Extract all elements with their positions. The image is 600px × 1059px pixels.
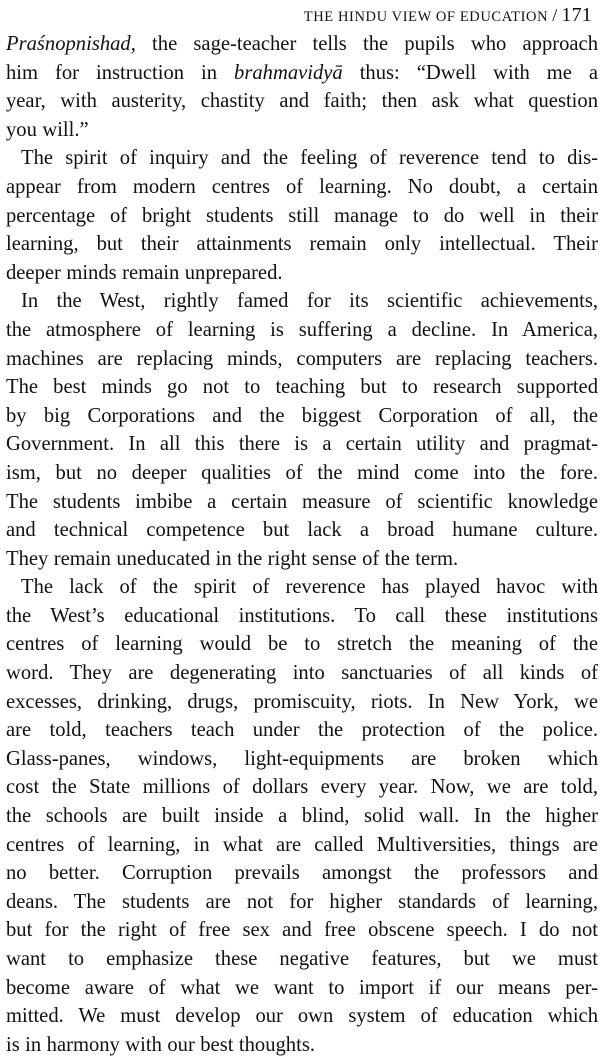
italic-term: Praśnopnishad,: [6, 33, 136, 55]
text-line: no better. Corruption prevails amongst the professors and: [6, 862, 598, 885]
text-line: cost the State millions of dollars every year. Now, we are told,: [6, 776, 598, 799]
text-line: become aware of what we want to import if our means per-: [6, 976, 598, 999]
text-line: machines are replacing minds, computers are replacing teachers.: [6, 347, 598, 370]
text-line: The best minds go not to teaching but to research supported: [6, 376, 598, 399]
text-line: excesses, drinking, drugs, promiscuity, riots. In New York, we: [6, 690, 598, 713]
text-line: Government. In all this there is a certain utility and pragmat-: [6, 433, 598, 456]
text-line: and technical competence but lack a broad humane culture.: [6, 519, 598, 542]
body-text: [6, 30, 598, 1059]
text-line: the West’s educational institutions. To call these institutions: [6, 604, 598, 627]
text-line: appear from modern centres of learning. No doubt, a certain: [6, 175, 598, 198]
text-line: are told, teachers teach under the protection of the police.: [6, 719, 598, 742]
text-line: by big Corporations and the biggest Corporation of all, the: [6, 404, 598, 427]
text-line: want to emphasize these negative features, but we must: [6, 948, 598, 970]
header-separator: /: [552, 5, 558, 25]
text-line: In the West, rightly famed for its scientific achievements,: [21, 290, 598, 313]
text-line: percentage of bright students still manage to do well in their: [6, 204, 598, 227]
text-line: centres of learning, in what are called Multiversities, things are: [6, 833, 598, 856]
text-line: is in harmony with our best thoughts.: [6, 1033, 315, 1056]
text-line: the schools are built inside a blind, solid wall. In the higher: [6, 805, 598, 828]
page-number: 171: [561, 4, 592, 26]
text-line: ism, but no deeper qualities of the mind come into the fore.: [6, 461, 598, 484]
text-line: The students imbibe a certain measure of scientific knowledge: [6, 490, 598, 513]
text-line: Praśnopnishad, the sage-teacher tells the pupils who approach: [6, 33, 598, 55]
text-line: deeper minds remain unprepared.: [6, 261, 283, 284]
running-title: THE HINDU VIEW OF EDUCATION: [303, 9, 549, 25]
text-line: centres of learning would be to stretch the meaning of the: [6, 633, 598, 656]
running-head: [304, 4, 592, 27]
text-line: They remain uneducated in the right sense of the term.: [6, 547, 459, 570]
italic-term: brahmavidyā: [234, 61, 343, 84]
text-line: mitted. We must develop our own system of education which: [6, 1005, 598, 1028]
text-line: The lack of the spirit of reverence has played havoc with: [21, 576, 598, 599]
text-line: Glass-panes, windows, light-equipments are broken which: [6, 747, 598, 770]
text-line: him for instruction in brahmavidyā thus: “Dwell with me a: [6, 61, 598, 84]
text-line: you will.”: [6, 118, 89, 141]
text-line: the atmosphere of learning is suffering a decline. In America,: [6, 318, 598, 341]
text-line: but for the right of free sex and free obscene speech. I do not: [6, 919, 598, 942]
text-line: year, with austerity, chastity and faith; then ask what question: [6, 90, 598, 113]
text-line: deans. The students are not for higher standards of learning,: [6, 890, 598, 913]
text-line: word. They are degenerating into sanctuaries of all kinds of: [6, 662, 598, 685]
text-line: learning, but their attainments remain only intellectual. Their: [6, 233, 598, 256]
text-line: The spirit of inquiry and the feeling of reverence tend to dis-: [21, 147, 598, 170]
